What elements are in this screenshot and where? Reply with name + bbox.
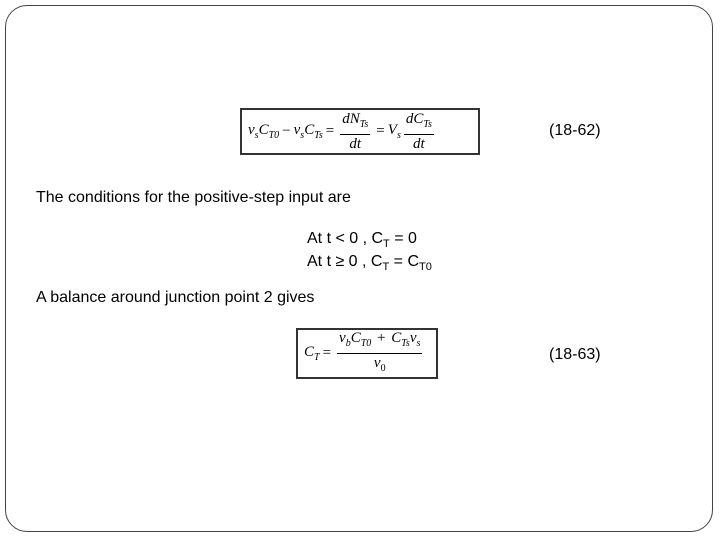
conditions-intro: The conditions for the positive-step input are bbox=[36, 189, 351, 206]
balance-text: A balance around junction point 2 gives bbox=[36, 289, 315, 306]
equation-18-63: $C_T$ = $\frac{v_bC_{T0} + C_{Ts}v_s}{v_0}$ bbox=[296, 328, 438, 379]
condition-line-2: At t ≥ 0 , $C_T = C_{T0}$ bbox=[307, 253, 432, 274]
equation-number: (18-63) bbox=[549, 346, 601, 363]
condition-line-1: At t < 0 , $C_T = 0$ bbox=[307, 230, 417, 251]
equation-18-62: $v_sC_{T0}$ − $v_sC_{Ts}$ = $\frac{dN_{Ts}}{dt}$ = $V_s$ $\frac{dC_{Ts}}{dt}$ bbox=[240, 108, 480, 155]
equation-number: (18-62) bbox=[549, 122, 601, 139]
